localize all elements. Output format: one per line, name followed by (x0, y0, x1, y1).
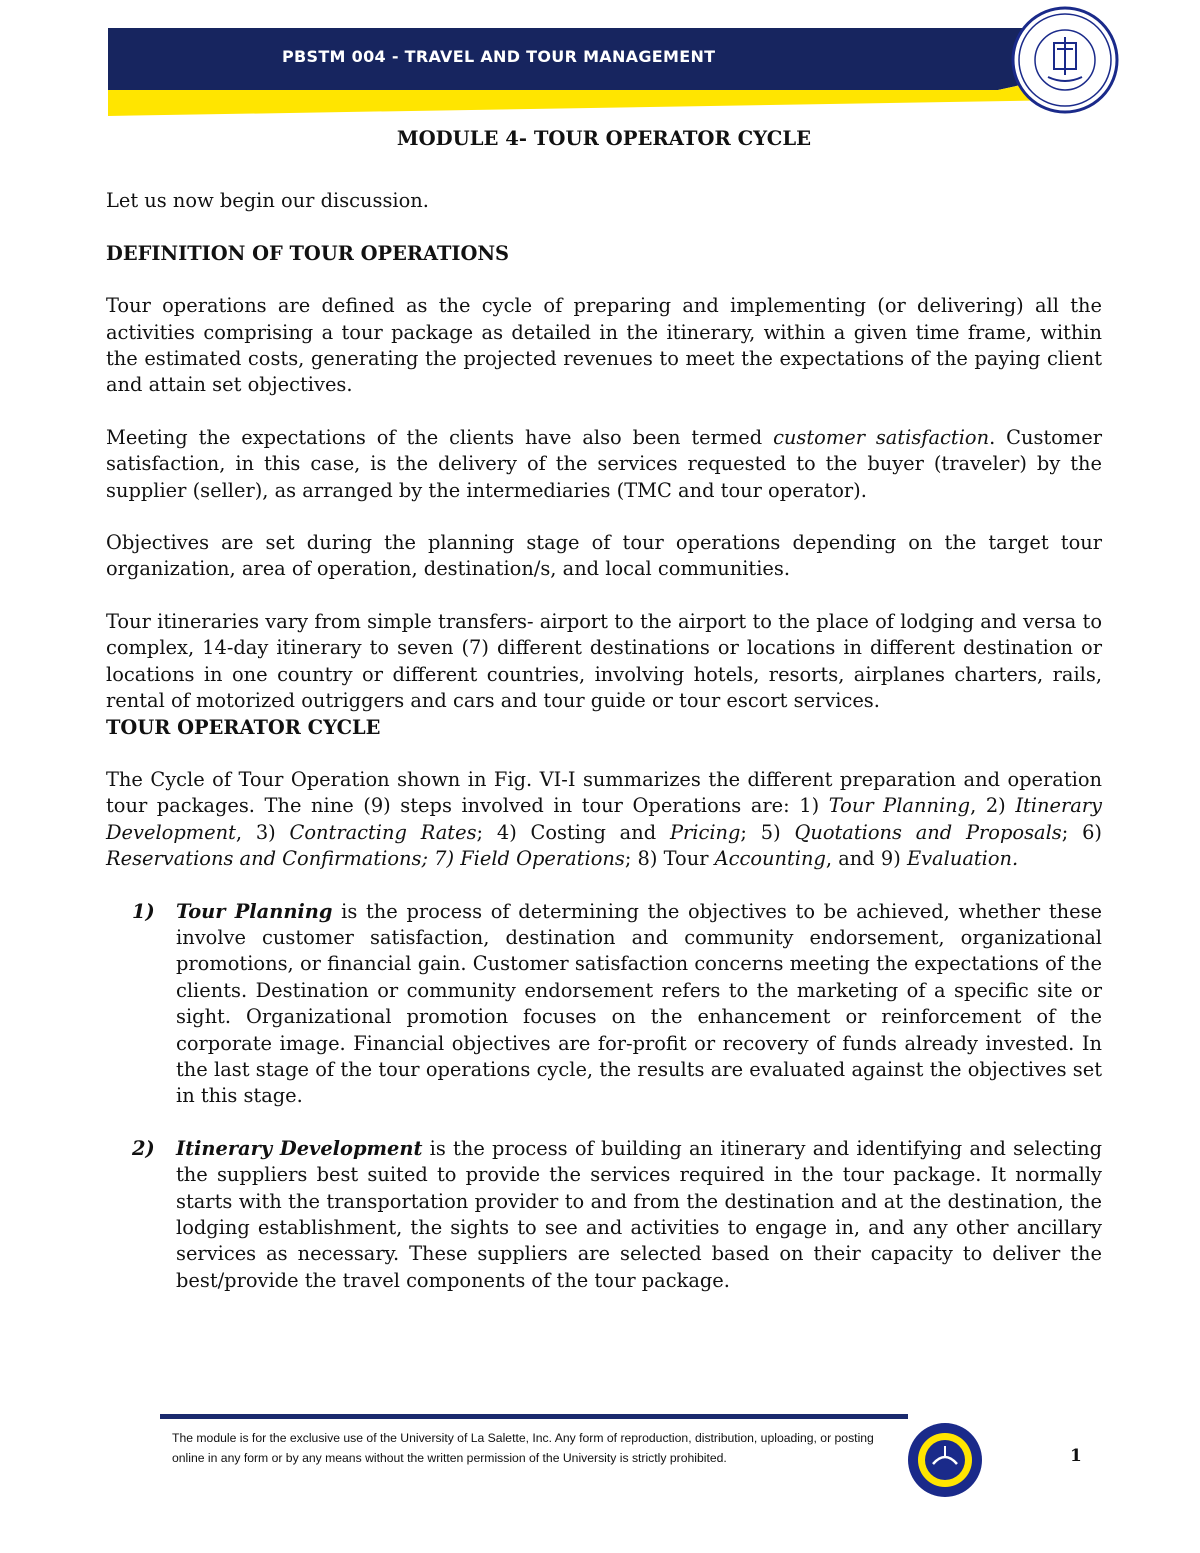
cycle-intro-text: The Cycle of Tour Operation shown in Fig. VI-I summarizes the different preparation and operation tour packages. The nine (9) steps involved in tour Operations are: 1) (106, 767, 1102, 818)
list-item-number: 2) (132, 1136, 155, 1160)
step-8-label: Accounting (714, 847, 826, 871)
p2-text-b: . Customer satisfaction, in this case, is the delivery of the services requested to the buyer (traveler) by the supplier (seller), as arranged by the intermediaries (TMC and tour operator). (106, 425, 1102, 502)
list-item (106, 1136, 1102, 1294)
p2-text-a: Meeting the expectations of the clients have also been termed (106, 425, 774, 449)
list-item-term: Tour Planning (176, 899, 333, 923)
p2-emphasis: customer satisfaction (773, 425, 990, 449)
step-4-label: Pricing (669, 820, 741, 844)
header-banner (108, 28, 1098, 118)
intro-text: Let us now begin our discussion. (106, 189, 429, 213)
step-9-label: Evaluation. (906, 847, 1019, 871)
list-item-text: is the process of building an itinerary and identifying and selecting the suppliers best suited to provide the services required in the tour package. It normally starts with the transportation provider to and from the destination and at the destination, the lodging establishment, the sights to see and activities to engage in, and any other ancillary services as necessary. These suppliers are selected based on their capacity to deliver the best/provide the travel components of the tour package. (176, 1136, 1102, 1292)
step-2-label: Itinerary Development (106, 794, 1102, 844)
header-band-graphic (108, 28, 1098, 118)
page-number: 1 (1070, 1446, 1082, 1466)
step-1-label: Tour Planning (828, 794, 971, 818)
definition-heading: DEFINITION OF TOUR OPERATIONS (106, 241, 510, 265)
list-item (106, 899, 1102, 1110)
footer-logo-icon (905, 1420, 985, 1500)
cycle-sep-5: ; 6) (1061, 820, 1102, 844)
cycle-sep-6: ; 8) Tour (624, 847, 715, 871)
module-content (106, 126, 1102, 1320)
course-title: PBSTM 004 - TRAVEL AND TOUR MANAGEMENT (282, 47, 716, 66)
definition-paragraph-2 (106, 425, 1102, 504)
definition-paragraph-4: Tour itineraries vary from simple transfers- airport to the airport to the place of lodging and versa to complex, 14-day itinerary to seven (7) different destinations or locations in different destination or locations in one country or different countries, involving hotels, resorts, airplanes charters, rails, rental of motorized outriggers and cars and tour guide or tour escort services. (106, 609, 1102, 713)
cycle-heading: TOUR OPERATOR CYCLE (106, 715, 381, 739)
list-item-term: Itinerary Development (176, 1136, 423, 1160)
step-5-label: Quotations and Proposals (794, 820, 1062, 844)
footer-divider (160, 1414, 908, 1419)
list-item-number: 1) (132, 899, 155, 923)
module-title: MODULE 4- TOUR OPERATOR CYCLE (396, 127, 812, 150)
cycle-intro-paragraph (106, 767, 1102, 873)
cycle-sep-3: ; 4) Costing and (476, 820, 670, 844)
university-seal-icon (1010, 5, 1120, 115)
cycle-sep-7: , and 9) (825, 847, 907, 871)
list-item-text: is the process of determining the objectives to be achieved, whether these involve customer satisfaction, destination and community endorsement, organizational promotions, or financial gain. Customer satisfaction concerns meeting the expectations of the clients. Destination or community endorsement refers to the marketing of a specific site or sight. Organizational promotion focuses on the enhancement or reinforcement of the corporate image. Financial objectives are for-profit or recovery of funds already invested. In the last stage of the tour operations cycle, the results are evaluated against the objectives set in this stage. (176, 899, 1103, 1108)
step-6-7-label: Reservations and Confirmations; 7) Field Operations (106, 847, 625, 871)
footer-notice: The module is for the exclusive use of the University of La Salette, Inc. Any form of reproduction, distribution, uploading, or posting online in any form or by any means without the written permission of the University is strictly prohibited. (172, 1431, 874, 1465)
step-3-label: Contracting Rates (289, 820, 477, 844)
cycle-sep-2: , 3) (235, 820, 290, 844)
cycle-sep-4: ; 5) (740, 820, 795, 844)
definition-paragraph-1: Tour operations are defined as the cycle of preparing and implementing (or delivering) all the activities comprising a tour package as detailed in the itinerary, within a given time frame, within the estimated costs, generating the projected revenues to meet the expectations of the paying client and attain set objectives. (106, 294, 1102, 397)
cycle-sep-1: , 2) (970, 794, 1016, 818)
definition-paragraph-3: Objectives are set during the planning stage of tour operations depending on the target tour organization, area of operation, destination/s, and local communities. (106, 531, 1102, 581)
